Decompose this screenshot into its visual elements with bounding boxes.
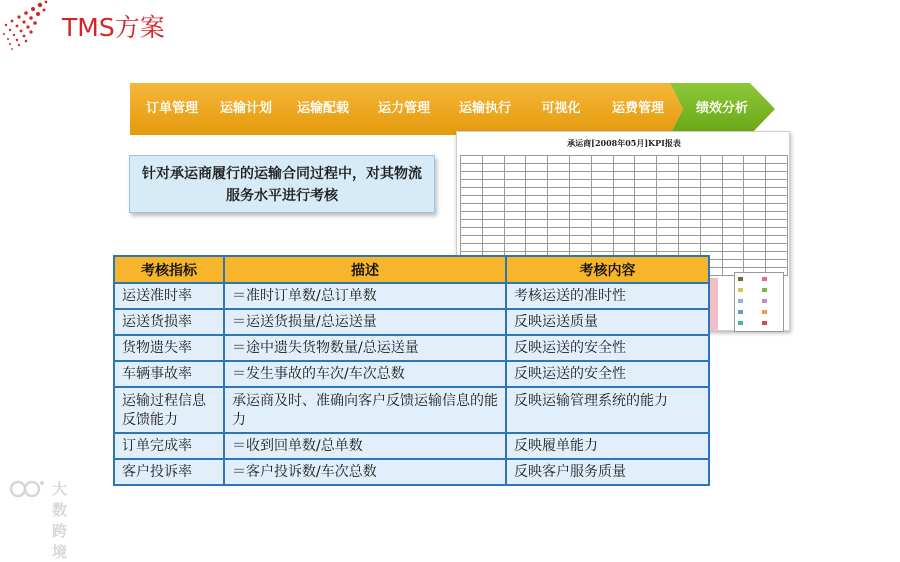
report-cell (766, 220, 788, 228)
report-cell (744, 180, 766, 188)
step-capacity-management[interactable]: 运力管理 (377, 101, 430, 116)
report-cell (766, 172, 788, 180)
report-cell (482, 212, 504, 220)
report-cell (526, 172, 548, 180)
indicator-cell: 运送货损率 (114, 309, 224, 335)
report-cell (548, 220, 570, 228)
report-cell (744, 228, 766, 236)
report-cell (744, 244, 766, 252)
report-cell (526, 204, 548, 212)
report-cell (678, 172, 700, 180)
report-row (461, 164, 788, 172)
report-cell (461, 228, 483, 236)
report-cell (461, 180, 483, 188)
report-row (461, 212, 788, 220)
report-cell (657, 244, 679, 252)
header-content: 考核内容 (506, 256, 709, 283)
watermark-logo-icon (8, 478, 48, 500)
report-cell (635, 196, 657, 204)
report-cell (744, 196, 766, 204)
report-cell (766, 180, 788, 188)
report-cell (461, 164, 483, 172)
report-cell (461, 236, 483, 244)
report-cell (722, 164, 744, 172)
report-cell (613, 164, 635, 172)
legend-swatch (761, 276, 783, 282)
report-cell (635, 180, 657, 188)
report-cell (482, 172, 504, 180)
report-cell (657, 212, 679, 220)
content-cell: 反映运送的安全性 (506, 335, 709, 361)
report-cell (548, 172, 570, 180)
watermark-text: 大数跨境 (52, 480, 69, 561)
report-cell (591, 156, 613, 164)
description-cell: ＝收到回单数/总单数 (224, 433, 506, 459)
report-cell (548, 180, 570, 188)
report-cell (548, 188, 570, 196)
legend-swatch (761, 309, 783, 315)
report-cell (635, 212, 657, 220)
report-cell (482, 196, 504, 204)
report-cell (591, 244, 613, 252)
report-cell (700, 244, 722, 252)
report-cell (635, 172, 657, 180)
report-cell (504, 228, 526, 236)
step-performance-analysis[interactable]: 绩效分析 (695, 101, 748, 116)
report-cell (526, 164, 548, 172)
report-cell (678, 236, 700, 244)
report-cell (613, 156, 635, 164)
report-cell (657, 172, 679, 180)
report-cell (722, 180, 744, 188)
report-cell (591, 172, 613, 180)
report-cell (744, 204, 766, 212)
report-cell (461, 196, 483, 204)
report-row (461, 204, 788, 212)
step-transport-plan[interactable]: 运输计划 (219, 101, 272, 116)
legend-swatch (761, 320, 783, 326)
report-cell (461, 204, 483, 212)
report-cell (657, 164, 679, 172)
page-title: TMS方案 (62, 13, 165, 42)
step-transport-loading[interactable]: 运输配载 (296, 101, 349, 116)
report-cell (569, 204, 591, 212)
report-cell (700, 172, 722, 180)
content-cell: 考核运送的准时性 (506, 283, 709, 309)
report-cell (722, 212, 744, 220)
report-cell (461, 220, 483, 228)
report-cell (678, 180, 700, 188)
legend-swatch (761, 287, 783, 293)
report-cell (657, 236, 679, 244)
indicator-cell: 货物遗失率 (114, 335, 224, 361)
report-cell (766, 156, 788, 164)
report-cell (591, 164, 613, 172)
report-cell (700, 204, 722, 212)
report-row (461, 220, 788, 228)
indicator-cell: 运送准时率 (114, 283, 224, 309)
description-cell: 承运商及时、准确向客户反馈运输信息的能力 (224, 387, 506, 433)
report-cell (766, 196, 788, 204)
report-cell (504, 180, 526, 188)
report-legend (734, 272, 784, 332)
report-row (461, 156, 788, 164)
watermark (8, 478, 69, 561)
report-cell (657, 196, 679, 204)
report-cell (461, 212, 483, 220)
report-cell (744, 252, 766, 260)
report-cell (744, 212, 766, 220)
report-cell (722, 204, 744, 212)
report-cell (526, 228, 548, 236)
report-cell (635, 164, 657, 172)
report-cell (591, 188, 613, 196)
report-cell (700, 236, 722, 244)
report-cell (504, 196, 526, 204)
report-cell (591, 220, 613, 228)
report-cell (569, 236, 591, 244)
report-cell (613, 188, 635, 196)
process-bar (130, 83, 775, 135)
report-cell (635, 204, 657, 212)
report-cell (504, 204, 526, 212)
description-cell: ＝运送货损量/总运送量 (224, 309, 506, 335)
report-cell (526, 236, 548, 244)
report-cell (678, 212, 700, 220)
report-cell (504, 188, 526, 196)
report-cell (700, 164, 722, 172)
report-cell (700, 228, 722, 236)
legend-swatch (737, 320, 759, 326)
report-cell (635, 188, 657, 196)
report-cell (482, 204, 504, 212)
report-cell (635, 236, 657, 244)
report-cell (613, 212, 635, 220)
report-cell (591, 212, 613, 220)
report-cell (461, 156, 483, 164)
step-freight-management[interactable]: 运费管理 (611, 101, 664, 116)
report-cell (766, 212, 788, 220)
report-cell (766, 228, 788, 236)
table-row (114, 335, 709, 361)
report-cell (744, 188, 766, 196)
logo-dots-icon (0, 0, 60, 55)
report-row (461, 172, 788, 180)
step-order-management[interactable]: 订单管理 (145, 101, 198, 116)
report-cell (569, 228, 591, 236)
report-cell (766, 164, 788, 172)
report-cell (548, 164, 570, 172)
content-cell: 反映运送质量 (506, 309, 709, 335)
report-cell (591, 180, 613, 188)
report-cell (766, 204, 788, 212)
report-cell (461, 244, 483, 252)
report-cell (766, 188, 788, 196)
report-cell (700, 156, 722, 164)
report-cell (569, 188, 591, 196)
report-row (461, 244, 788, 252)
report-cell (591, 228, 613, 236)
report-cell (526, 188, 548, 196)
report-cell (744, 236, 766, 244)
indicator-cell: 订单完成率 (114, 433, 224, 459)
legend-swatch (761, 298, 783, 304)
report-cell (678, 196, 700, 204)
table-row (114, 387, 709, 433)
report-cell (678, 204, 700, 212)
report-cell (657, 188, 679, 196)
report-cell (548, 196, 570, 204)
report-cell (548, 212, 570, 220)
table-row (114, 283, 709, 309)
indicator-cell: 运输过程信息反馈能力 (114, 387, 224, 433)
report-cell (526, 244, 548, 252)
report-cell (482, 244, 504, 252)
report-cell (504, 220, 526, 228)
report-cell (613, 204, 635, 212)
report-cell (591, 236, 613, 244)
content-cell: 反映运送的安全性 (506, 361, 709, 387)
report-cell (635, 228, 657, 236)
report-cell (613, 244, 635, 252)
report-cell (526, 156, 548, 164)
report-cell (722, 172, 744, 180)
report-cell (613, 172, 635, 180)
report-cell (548, 236, 570, 244)
report-cell (569, 164, 591, 172)
report-cell (591, 196, 613, 204)
report-row (461, 228, 788, 236)
report-cell (569, 220, 591, 228)
report-cell (744, 172, 766, 180)
report-cell (613, 220, 635, 228)
report-cell (766, 236, 788, 244)
report-cell (613, 236, 635, 244)
report-cell (722, 244, 744, 252)
report-cell (722, 196, 744, 204)
step-transport-execution[interactable]: 运输执行 (458, 101, 511, 116)
report-cell (548, 228, 570, 236)
report-cell (613, 196, 635, 204)
report-cell (657, 180, 679, 188)
report-row (461, 180, 788, 188)
report-cell (700, 196, 722, 204)
description-text: 针对承运商履行的运输合同过程中，对其物流服务水平进行考核 (142, 166, 422, 204)
kpi-table (113, 255, 710, 486)
legend-swatch (737, 309, 759, 315)
description-cell: ＝客户投诉数/车次总数 (224, 459, 506, 485)
report-cell (700, 180, 722, 188)
table-row (114, 459, 709, 485)
report-cell (766, 260, 788, 268)
report-cell (526, 212, 548, 220)
legend-swatch (737, 287, 759, 293)
report-cell (548, 156, 570, 164)
report-row (461, 236, 788, 244)
report-cell (744, 220, 766, 228)
report-cell (744, 260, 766, 268)
table-row (114, 433, 709, 459)
report-cell (548, 204, 570, 212)
content-cell: 反映运输管理系统的能力 (506, 387, 709, 433)
report-cell (678, 220, 700, 228)
report-cell (722, 188, 744, 196)
description-cell: ＝准时订单数/总订单数 (224, 283, 506, 309)
report-cell (461, 188, 483, 196)
report-cell (766, 244, 788, 252)
report-cell (461, 172, 483, 180)
content-cell: 反映履单能力 (506, 433, 709, 459)
table-row (114, 361, 709, 387)
report-cell (504, 244, 526, 252)
report-cell (744, 164, 766, 172)
report-cell (504, 156, 526, 164)
description-box (129, 155, 435, 213)
legend-swatch (737, 298, 759, 304)
description-cell: ＝途中遗失货物数量/总运送量 (224, 335, 506, 361)
report-cell (722, 252, 744, 260)
report-cell (635, 156, 657, 164)
report-cell (482, 180, 504, 188)
indicator-cell: 车辆事故率 (114, 361, 224, 387)
header-description: 描述 (224, 256, 506, 283)
report-cell (657, 228, 679, 236)
report-cell (482, 220, 504, 228)
report-cell (657, 204, 679, 212)
report-cell (700, 212, 722, 220)
header-indicator: 考核指标 (114, 256, 224, 283)
report-cell (526, 180, 548, 188)
report-cell (678, 164, 700, 172)
report-cell (657, 220, 679, 228)
report-cell (635, 244, 657, 252)
report-row (461, 196, 788, 204)
report-cell (569, 244, 591, 252)
report-cell (569, 196, 591, 204)
report-cell (700, 220, 722, 228)
table-row (114, 309, 709, 335)
report-cell (569, 156, 591, 164)
report-cell (613, 180, 635, 188)
report-cell (635, 220, 657, 228)
report-cell (482, 228, 504, 236)
report-cell (700, 188, 722, 196)
report-cell (526, 196, 548, 204)
report-cell (526, 220, 548, 228)
report-cell (569, 180, 591, 188)
report-row (461, 188, 788, 196)
report-cell (657, 156, 679, 164)
report-cell (678, 228, 700, 236)
report-cell (569, 212, 591, 220)
report-cell (766, 252, 788, 260)
report-cell (504, 236, 526, 244)
report-cell (722, 220, 744, 228)
report-cell (504, 172, 526, 180)
content-cell: 反映客户服务质量 (506, 459, 709, 485)
report-cell (722, 260, 744, 268)
report-cell (482, 188, 504, 196)
report-cell (548, 244, 570, 252)
report-cell (504, 212, 526, 220)
report-cell (569, 172, 591, 180)
report-cell (482, 156, 504, 164)
report-cell (613, 228, 635, 236)
description-cell: ＝发生事故的车次/车次总数 (224, 361, 506, 387)
report-cell (722, 228, 744, 236)
indicator-cell: 客户投诉率 (114, 459, 224, 485)
report-cell (678, 188, 700, 196)
report-cell (744, 156, 766, 164)
report-cell (482, 164, 504, 172)
legend-swatch (737, 276, 759, 282)
report-cell (722, 156, 744, 164)
report-cell (722, 236, 744, 244)
report-cell (482, 236, 504, 244)
step-visualization[interactable]: 可视化 (541, 101, 581, 116)
report-cell (678, 156, 700, 164)
kpi-table-header (114, 256, 709, 283)
report-cell (591, 204, 613, 212)
report-title: 承运商[2008年05月]KPI报表 (567, 138, 681, 148)
report-cell (678, 244, 700, 252)
report-cell (504, 164, 526, 172)
